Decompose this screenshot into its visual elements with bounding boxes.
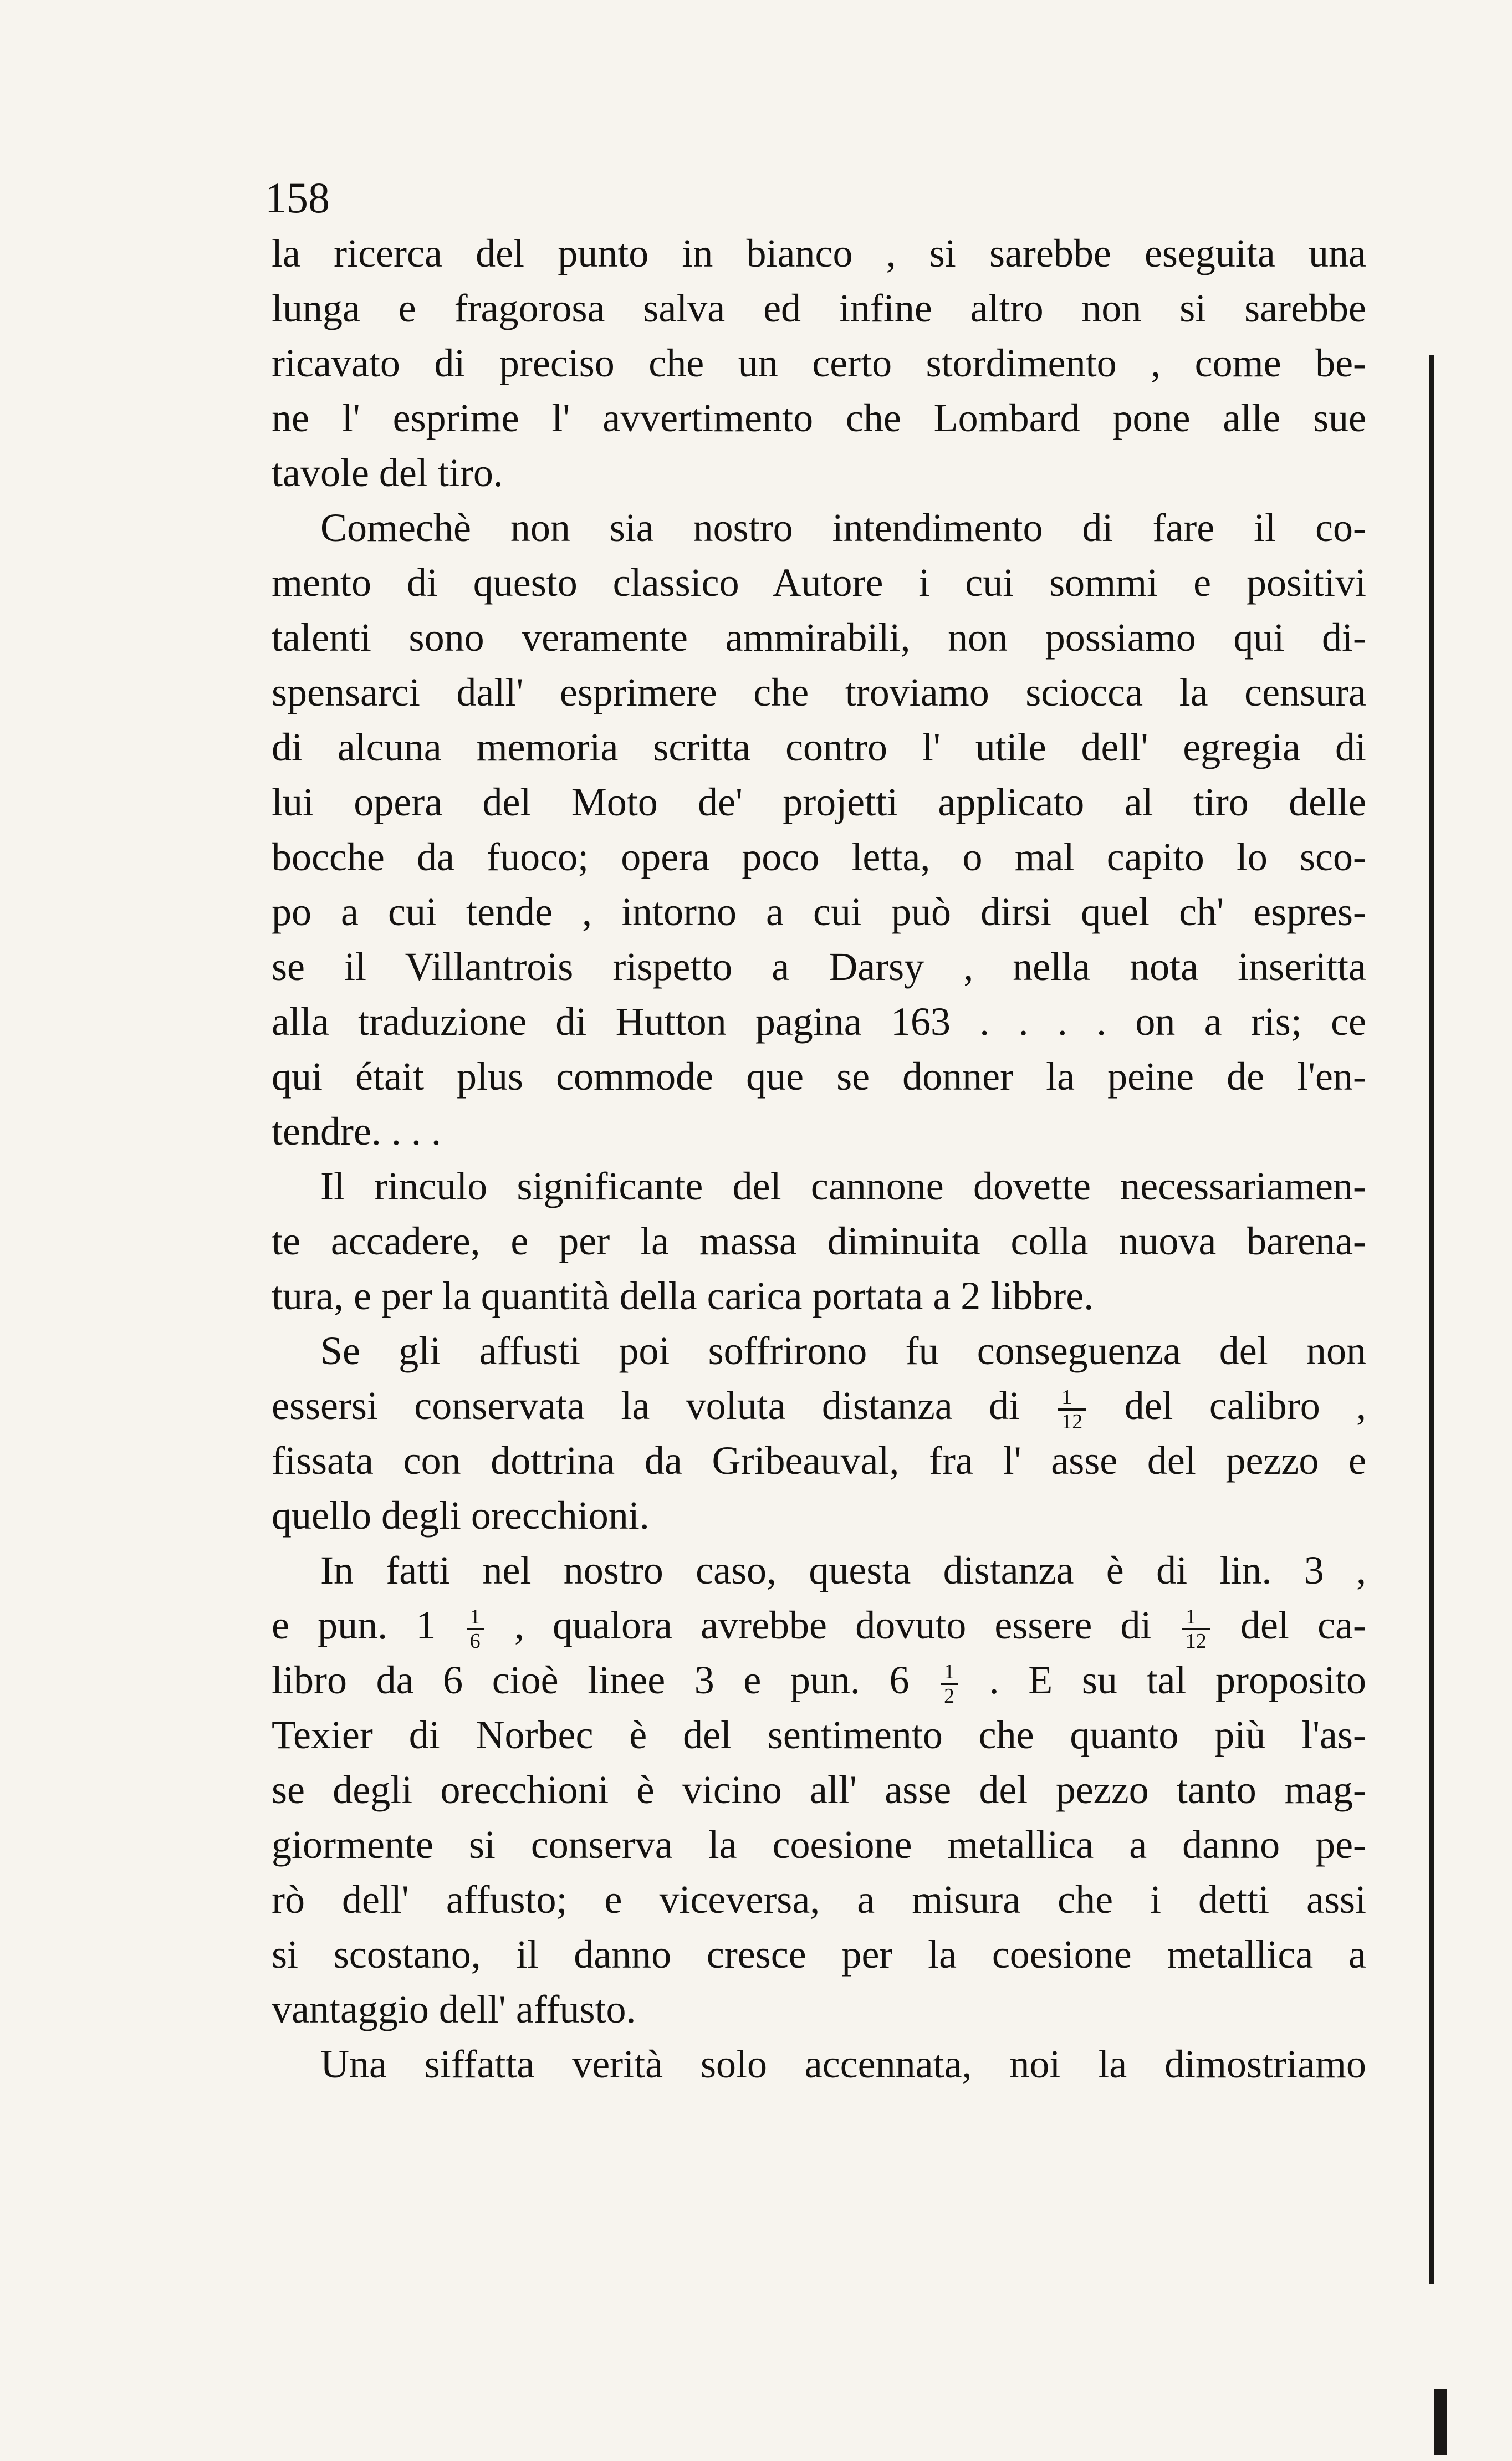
text-line: qui était plus commode que se donner la peine de l'en- [272, 1054, 1366, 1099]
fraction [467, 1606, 484, 1652]
text-line: di alcuna memoria scritta contro l' utile dell' egregia di [272, 725, 1366, 769]
text-line: tavole del tiro. [272, 451, 503, 495]
text-line: tura, e per la quantità della carica portata a 2 libbre. [272, 1274, 1094, 1318]
text-line-with-fraction [272, 1378, 1366, 1433]
binding-edge-mark [1434, 2389, 1447, 2455]
text-fragment: essersi conservata la voluta distanza di [272, 1383, 1020, 1428]
text-line: fissata con dottrina da Gribeauval, fra l' asse del pezzo e [272, 1438, 1366, 1483]
text-line: Una siffatta verità solo accennata, noi la dimostriamo [320, 2042, 1366, 2086]
text-line: In fatti nel nostro caso, questa distanza è di lin. 3 , [320, 1548, 1366, 1592]
text-line: se il Villantrois rispetto a Darsy , nella nota inseritta [272, 944, 1366, 989]
text-line: talenti sono veramente ammirabili, non possiamo qui di- [272, 615, 1366, 660]
text-line: po a cui tende , intorno a cui può dirsi quel ch' espres- [272, 890, 1366, 934]
fraction-numerator: 1 [1058, 1386, 1086, 1411]
fraction-denominator: 6 [469, 1630, 481, 1653]
text-line: giormente si conserva la coesione metallica a danno pe- [272, 1822, 1366, 1867]
text-line: la ricerca del punto in bianco , si sarebbe eseguita una [272, 231, 1366, 275]
text-fragment: del ca- [1240, 1603, 1367, 1647]
fraction-denominator: 12 [1061, 1410, 1083, 1434]
text-line: mento di questo classico Autore i cui sommi e positivi [272, 560, 1366, 605]
text-line: si scostano, il danno cresce per la coesione metallica a [272, 1932, 1366, 1977]
text-line: Texier di Norbec è del sentimento che quanto più l'as- [272, 1713, 1366, 1757]
text-line: lunga e fragorosa salva ed infine altro non si sarebbe [272, 286, 1366, 330]
fraction-denominator: 12 [1185, 1630, 1207, 1653]
text-line: Comechè non sia nostro intendimento di fare il co- [320, 506, 1366, 550]
text-line: ricavato di preciso che un certo stordimento , come be- [272, 341, 1366, 385]
text-line-with-fraction [272, 1653, 1366, 1708]
page-number: 158 [265, 173, 330, 222]
text-line: bocche da fuoco; opera poco letta, o mal capito lo sco- [272, 835, 1366, 879]
text-line: se degli orecchioni è vicino all' asse del pezzo tanto mag- [272, 1768, 1366, 1812]
fraction-denominator: 2 [944, 1684, 955, 1708]
text-line: spensarci dall' esprimere che troviamo sciocca la censura [272, 670, 1366, 714]
text-line: Se gli affusti poi soffrirono fu conseguenza del non [320, 1329, 1366, 1373]
text-line-with-fraction [272, 1598, 1366, 1653]
text-fragment: libro da 6 cioè linee 3 e pun. 6 [272, 1658, 910, 1702]
text-line: quello degli orecchioni. [272, 1493, 650, 1538]
text-fragment: , qualora avrebbe dovuto essere di [514, 1603, 1152, 1647]
fraction [1182, 1606, 1210, 1652]
text-line: alla traduzione di Hutton pagina 163 . . . . on a ris; ce [272, 999, 1366, 1044]
text-line: tendre. . . . [272, 1109, 441, 1153]
text-fragment: e pun. 1 [272, 1603, 436, 1647]
body-text [272, 226, 1366, 2092]
fraction-numerator: 1 [467, 1606, 484, 1630]
text-fragment: del calibro , [1124, 1383, 1366, 1428]
fraction [1058, 1386, 1086, 1433]
text-line: ne l' esprime l' avvertimento che Lombard pone alle sue [272, 396, 1366, 440]
fraction-numerator: 1 [1182, 1606, 1210, 1630]
fraction-numerator: 1 [941, 1661, 958, 1685]
text-line: te accadere, e per la massa diminuita colla nuova barena- [272, 1219, 1366, 1263]
binding-edge-rule [1429, 355, 1434, 2284]
text-fragment: . E su tal proposito [989, 1658, 1367, 1702]
text-line: vantaggio dell' affusto. [272, 1987, 636, 2031]
text-line: Il rinculo significante del cannone dovette necessariamen- [320, 1164, 1366, 1208]
text-line: lui opera del Moto de' projetti applicato al tiro delle [272, 780, 1366, 824]
text-line: rò dell' affusto; e viceversa, a misura che i detti assi [272, 1877, 1366, 1922]
fraction [941, 1661, 958, 1707]
